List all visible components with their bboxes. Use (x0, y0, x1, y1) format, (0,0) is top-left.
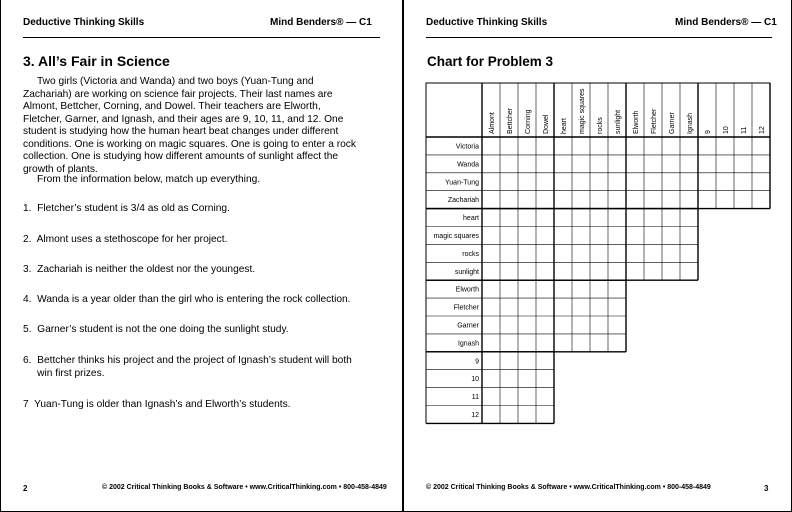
row-header-label: 11 (471, 394, 479, 402)
column-header-label: Fletcher (651, 108, 658, 134)
row-header-label: Fletcher (453, 304, 479, 312)
row-header-label: Victoria (455, 143, 479, 151)
clue-item: 5. Garner’s student is not the one doing the sunlight study. (23, 324, 289, 335)
row-header-label: magic squares (433, 232, 479, 240)
row-header-label: Garner (457, 322, 479, 330)
row-header-label: sunlight (454, 268, 479, 276)
column-header-label: 9 (705, 130, 712, 134)
logic-grid (404, 0, 792, 420)
row-header-label: Wanda (457, 161, 479, 169)
row-header-label: Ignash (457, 340, 479, 348)
intro-line: collection. One is studying how different amounts of sunlight affect the (23, 151, 339, 162)
row-header-label: 9 (475, 358, 479, 366)
clue-item: 3. Zachariah is neither the oldest nor the youngest. (23, 264, 256, 275)
left-footer: © 2002 Critical Thinking Books & Software • www.CriticalThinking.com • 800-458-4849 (102, 484, 387, 491)
intro-line: conditions. One is working on magic squares. One is going to enter a rock (23, 138, 356, 150)
right-page-number: 3 (764, 484, 769, 493)
clue-item: 6. Bettcher thinks his project and the project of Ignash’s student will both (23, 355, 352, 366)
column-header-label: 12 (759, 126, 766, 134)
column-header-label: Garner (669, 112, 676, 134)
row-header-label: 12 (471, 411, 479, 419)
column-header-label: Elworth (633, 110, 640, 134)
chart-title: Chart for Problem 3 (427, 54, 554, 69)
column-header-label: sunlight (615, 109, 622, 134)
column-header-label: Corning (525, 109, 532, 134)
row-header-label: heart (463, 215, 479, 223)
column-header-label: 10 (723, 126, 730, 134)
intro-line: Fletcher, Garner, and Ignash, and their ages are 9, 10, 11, and 12. One (23, 113, 344, 125)
right-page (404, 0, 792, 512)
row-header-label: 10 (471, 376, 479, 384)
column-header-label: Bettcher (507, 107, 514, 134)
row-header-label: Elworth (455, 286, 479, 294)
left-header-title: Deductive Thinking Skills (23, 17, 145, 28)
row-header-label: rocks (462, 250, 479, 258)
column-header-label: magic squares (579, 88, 586, 134)
clue-item: 2. Almont uses a stethoscope for her project. (23, 234, 228, 245)
right-header-series: Mind Benders® — C1 (675, 17, 777, 28)
clue-item: win first prizes. (23, 368, 105, 379)
problem-title: 3. All’s Fair in Science (23, 53, 170, 69)
left-page-number: 2 (23, 484, 28, 493)
problem-instruction: From the information below, match up everything. (37, 174, 261, 185)
left-header-series: Mind Benders® — C1 (270, 17, 372, 28)
left-header-rule (23, 37, 380, 38)
column-header-label: Ignash (687, 112, 694, 134)
intro-line: student is studying how the human heart beat changes under different (23, 126, 339, 137)
intro-line: growth of plants. (23, 163, 98, 175)
column-header-label: Dowel (543, 114, 550, 134)
column-header-label: rocks (597, 117, 604, 134)
right-footer: © 2002 Critical Thinking Books & Software • www.CriticalThinking.com • 800-458-4849 (426, 484, 711, 491)
clue-item: 4. Wanda is a year older than the girl who is entering the rock collection. (23, 294, 351, 305)
row-header-label: Yuan-Tung (445, 179, 479, 187)
clue-item: 7 Yuan-Tung is older than Ignash’s and Elworth’s students. (23, 399, 291, 410)
right-header-title: Deductive Thinking Skills (426, 17, 548, 28)
column-header-label: 11 (741, 126, 748, 134)
clue-item: 1. Fletcher’s student is 3/4 as old as Corning. (23, 203, 230, 214)
column-header-label: Almont (489, 112, 496, 134)
intro-line: Almont, Bettcher, Corning, and Dowel. Their teachers are Elworth, (23, 101, 321, 112)
row-header-label: Zachariah (447, 197, 479, 205)
intro-line: Zachariah) are working on science fair projects. Their last names are (23, 88, 333, 100)
column-header-label: heart (561, 118, 568, 134)
intro-line: Two girls (Victoria and Wanda) and two boys (Yuan-Tung and (37, 76, 314, 87)
